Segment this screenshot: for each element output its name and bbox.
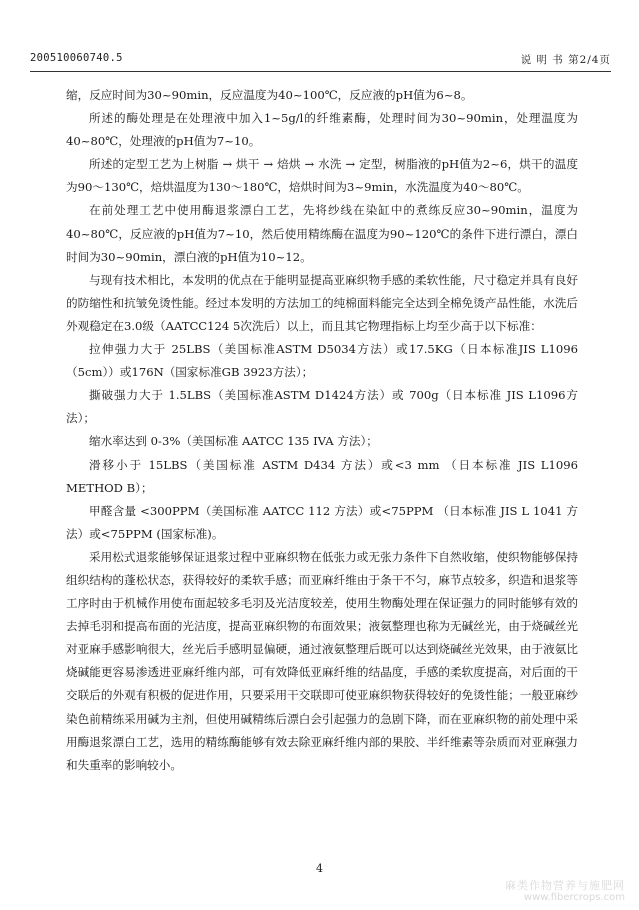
- paragraph: 所述的定型工艺为上树脂 → 烘干 → 焙烘 → 水洗 → 定型，树脂液的pH值为2~6，烘干的温度为90～130℃，焙烘温度为130～180℃，焙烘时间为3~9min，水洗温度为40～80℃。: [66, 157, 578, 195]
- paragraph: 采用松式退浆能够保证退浆过程中亚麻织物在低张力或无张力条件下自然收缩，使织物能够保持组织结构的蓬松状态，获得较好的柔软手感；而亚麻纤维由于条干不匀，麻节点较多，织造和退浆等工序时由于机械作用使布面起较多毛羽及光洁度较差，使用生物酶处理在保证强力的同时能够有效的去掉毛羽和提高布面的光洁度，提高亚麻织物的布面效果；液氨整理也称为无碱丝光，由于烧碱丝光对亚麻手感影响很大，丝光后手感明显偏硬，通过液氨整理后既可以达到烧碱丝光效果，由于液氨比烧碱能更容易渗透进亚麻纤维内部，可有效降低亚麻纤维的结晶度，手感的柔软度提高，对后面的干交联后的外观有积极的促进作用，只要采用干交联即可使亚麻织物获得较好的免烫性能；一般亚麻纱染色前精练采用碱为主剂，但使用碱精练后漂白会引起强力的急剧下降，而在亚麻织物的前处理中采用酶退浆漂白工艺，选用的精练酶能够有效去除亚麻纤维内部的果胶、半纤维素等杂质而对亚麻强力和失重率的影响较小。: [66, 549, 578, 772]
- standard-item: 拉伸强力大于 25LBS（美国标准ASTM D5034方法）或17.5KG（日本标准JIS L1096（5cm））或176N（国家标准GB 3923方法）；: [66, 342, 578, 380]
- page-number: 4: [316, 862, 323, 875]
- watermark-title: 麻类作物营养与施肥网: [505, 879, 625, 892]
- document-number: 200510060740.5: [30, 52, 123, 64]
- site-watermark: [505, 880, 625, 904]
- standard-item: 缩水率达到 0-3%（美国标准 AATCC 135 IVA 方法）；: [89, 434, 378, 449]
- paragraph: 在前处理工艺中使用酶退浆漂白工艺，先将纱线在染缸中的煮练反应30~90min，温度为40~80℃，反应液的pH值为7~10，然后使用精练酶在温度为90~120℃的条件下进行漂白，漂白时间为30~90min，漂白液的pH值为10~12。: [66, 203, 578, 264]
- header-divider: [30, 71, 611, 72]
- standard-item: 撕破强力大于 1.5LBS（美国标准ASTM D1424方法）或 700g（日本标准 JIS L1096方法）；: [66, 388, 578, 426]
- document-body: [66, 84, 578, 777]
- section-page-info: 说 明 书 第2/4页: [520, 54, 611, 66]
- paragraph: 所述的酶处理是在处理液中加入1~5g/l的纤维素酶，处理时间为30~90min，处理温度为40~80℃，处理液的pH值为7~10。: [66, 111, 578, 149]
- standard-item: 甲醛含量 <300PPM（美国标准 AATCC 112 方法）或<75PPM （日本标准 JIS L 1041 方法）或<75PPM (国家标准)。: [66, 503, 578, 541]
- paragraph: 缩，反应时间为30~90min，反应温度为40~100℃，反应液的pH值为6~8。: [66, 88, 473, 102]
- standard-item: 滑移小于 15LBS（美国标准 ASTM D434 方法）或<3 mm （日本标准 JIS L1096 METHOD B）；: [66, 457, 578, 495]
- watermark-url: www.fibercrops.com: [523, 892, 625, 903]
- paragraph: 与现有技术相比，本发明的优点在于能明显提高亚麻织物手感的柔软性能，尺寸稳定并具有良好的防缩性和抗皱免烫性能。经过本发明的方法加工的纯棉面料能完全达到全棉免烫产品性能，水洗后外观稳定在3.0级（AATCC124 5次洗后）以上，而且其它物理指标上均至少高于以下标准：: [66, 272, 578, 333]
